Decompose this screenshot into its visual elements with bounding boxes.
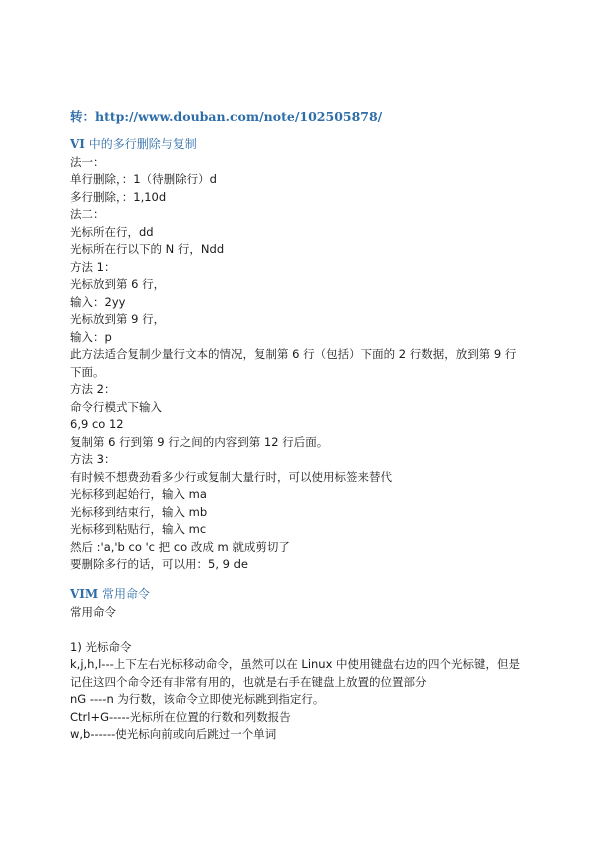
section-vi (70, 136, 550, 574)
text-line: 光标移到结束行，输入 mb (70, 504, 208, 519)
section-subtitle: 常用命令 (70, 604, 116, 619)
text-line: k,j,h,l---上下左右光标移动命令，虽然可以在 Linux 中使用键盘右边的四个光标键，但是 (70, 657, 521, 671)
text-line: 光标所在行以下的 N 行，Ndd (70, 242, 225, 256)
heading-text: 中的多行删除与复制 (84, 137, 197, 151)
text-line: 多行删除，：1,10d (70, 189, 167, 204)
section-vim (70, 586, 550, 744)
text-line: 然后 :'a,'b co 'c 把 co 改成 m 就成剪切了 (70, 539, 290, 554)
heading-bold: VIM (70, 587, 99, 601)
text-line: 要删除多行的话，可以用：5, 9 de (70, 557, 248, 571)
text-line: 法一： (70, 154, 105, 169)
text-line: 此方法适合复制少量行文本的情况，复制第 6 行（包括）下面的 2 行数据，放到第 9 行 (70, 347, 517, 361)
text-line: 法二： (70, 207, 105, 221)
text-line: 记住这四个命令还有非常有用的，也就是右手在键盘上放置的位置部分 (70, 674, 427, 689)
text-line: w,b------使光标向前或向后跳过一个单词 (70, 727, 277, 741)
text-line: 有时候不想费劲看多少行或复制大量行时，可以使用标签来替代 (70, 469, 392, 484)
text-line: 复制第 6 行到第 9 行之间的内容到第 12 行后面。 (70, 434, 329, 449)
text-line: 单行删除，：1（待删除行）d (70, 172, 217, 186)
text-line: 输入：2yy (70, 294, 126, 309)
section-heading (70, 586, 550, 604)
heading-bold: VI (70, 137, 85, 151)
text-line: nG ----n 为行数，该命令立即使光标跳到指定行。 (70, 692, 325, 706)
text-line: 方法 2： (70, 382, 116, 396)
text-line: 下面。 (70, 364, 105, 379)
text-line: 光标移到粘贴行，输入 mc (70, 522, 207, 536)
source-link[interactable]: 转：http://www.douban.com/note/102505878/ (70, 109, 383, 124)
text-line: 方法 1： (70, 259, 116, 274)
text-line: 输入：p (70, 329, 112, 344)
section-heading (70, 136, 550, 154)
text-line: 光标放到第 6 行， (70, 277, 166, 291)
heading-text: 常用命令 (98, 587, 151, 601)
text-line: 光标放到第 9 行， (70, 312, 166, 326)
text-line: 命令行模式下输入 (70, 399, 162, 414)
text-line: Ctrl+G-----光标所在位置的行数和列数报告 (70, 709, 291, 724)
text-line: 1) 光标命令 (70, 639, 132, 654)
text-line: 光标移到起始行，输入 ma (70, 487, 207, 501)
text-line: 方法 3： (70, 452, 116, 466)
text-line: 6,9 co 12 (70, 417, 124, 431)
blank-line (70, 621, 550, 639)
text-line: 光标所在行，dd (70, 224, 154, 239)
